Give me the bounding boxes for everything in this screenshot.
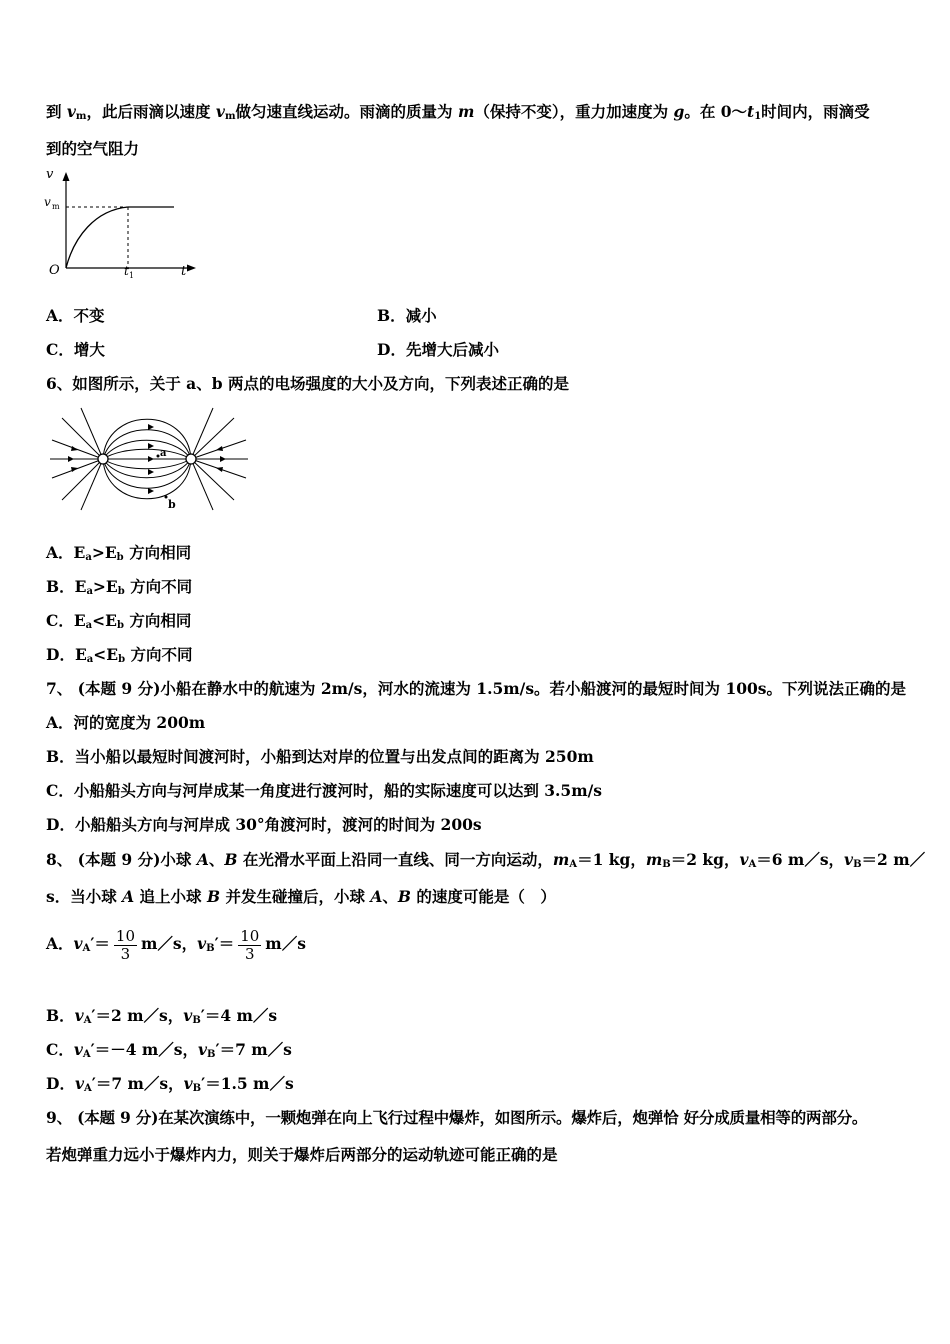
field-arrow bbox=[148, 456, 154, 462]
vm-label-sub: m bbox=[52, 202, 60, 211]
q5-option-d[interactable]: D．先增大后减小 bbox=[377, 340, 499, 359]
y-axis-label: v bbox=[46, 167, 54, 182]
q7-option-d[interactable]: D．小船船头方向与河岸成 30°角渡河时，渡河的时间为 200s bbox=[46, 815, 482, 834]
t1-label: t bbox=[124, 264, 129, 278]
q9-stem-line2: 若炮弹重力远小于爆炸内力，则关于爆炸后两部分的运动轨迹可能正确的是 bbox=[46, 1145, 558, 1164]
velocity-curve bbox=[66, 207, 128, 268]
q8-option-d[interactable]: D．$v_A'=7$ m／s，$v_B'=1.5$ m／s bbox=[46, 1074, 294, 1094]
field-line bbox=[81, 459, 103, 510]
point-b-label: b bbox=[168, 498, 176, 511]
field-arrow bbox=[68, 456, 74, 462]
electric-field-diagram bbox=[48, 404, 250, 512]
q7-option-c[interactable]: C．小船船头方向与河岸成某一角度进行渡河时，船的实际速度可以达到 3.5m/s bbox=[46, 781, 602, 800]
q5-option-c[interactable]: C．增大 bbox=[46, 340, 105, 359]
field-line bbox=[191, 418, 234, 459]
field-arrow bbox=[148, 469, 154, 475]
velocity-time-graph bbox=[40, 162, 210, 282]
q7-stem: 7、 (本题 9 分)小船在静水中的航速为 2m/s，河水的流速为 1.5m/s。若小船渡河的最短时间为 100s。下列说法正确的是 bbox=[46, 679, 907, 698]
field-line bbox=[191, 408, 213, 459]
negative-charge bbox=[186, 454, 196, 464]
fraction-10-3: $\frac{10}{3}$ bbox=[240, 926, 260, 963]
field-arrow bbox=[71, 446, 78, 451]
q6-option-c[interactable]: C．$E_a<E_b$ 方向相同 bbox=[46, 611, 192, 631]
q8-option-a[interactable]: A．$v_A'=$ $\frac{10}{3}$ m／s，$v_B'=$ $\frac{10}{3}$ m／s bbox=[46, 926, 306, 963]
q6-option-b[interactable]: B．$E_a>E_b$ 方向不同 bbox=[46, 577, 193, 597]
field-arrow bbox=[148, 443, 154, 449]
q6-stem: 6、如图所示，关于 a、b 两点的电场强度的大小及方向，下列表述正确的是 bbox=[46, 374, 569, 393]
q7-option-b[interactable]: B．当小船以最短时间渡河时，小船到达对岸的位置与出发点间的距离为 250m bbox=[46, 747, 594, 766]
q5-stem-line2: 到的空气阻力 bbox=[46, 139, 140, 158]
fraction-10-3: $\frac{10}{3}$ bbox=[115, 926, 135, 963]
t1-label-sub: 1 bbox=[129, 271, 135, 280]
x-axis-label: t bbox=[181, 264, 187, 279]
x-axis-arrow bbox=[187, 265, 196, 272]
positive-charge bbox=[98, 454, 108, 464]
q8-stem-line2: s．当小球 A 追上小球 B 并发生碰撞后，小球 A、B 的速度可能是（ ） bbox=[46, 887, 556, 906]
q5-option-a[interactable]: A．不变 bbox=[46, 306, 105, 325]
field-line bbox=[52, 440, 103, 459]
field-arrow bbox=[148, 424, 154, 430]
field-arrow bbox=[71, 467, 78, 472]
q9-stem-line1: 9、 (本题 9 分)在某次演练中，一颗炮弹在向上飞行过程中爆炸，如图所示。爆炸后，炮弹恰 好分成质量相等的两部分。 bbox=[46, 1108, 868, 1127]
q5-option-b[interactable]: B．减小 bbox=[377, 306, 437, 325]
field-arrow bbox=[220, 456, 226, 462]
field-line bbox=[62, 418, 103, 459]
field-line bbox=[81, 408, 103, 459]
q5-stem-line1: 到 $v_m$，此后雨滴以速度 $v_m$做匀速直线运动。雨滴的质量为 m（保持不变），重力加速度为 g。在 $0\sim t_1$时间内，雨滴受 bbox=[46, 102, 870, 122]
point-a-label: a bbox=[160, 448, 167, 459]
q8-option-c[interactable]: C．$v_A'=-4$ m／s，$v_B'=7$ m／s bbox=[46, 1040, 292, 1060]
field-line bbox=[103, 459, 191, 469]
field-line bbox=[191, 459, 234, 500]
field-line bbox=[52, 459, 103, 478]
y-axis-arrow bbox=[63, 172, 70, 181]
q8-stem-line1: 8、 (本题 9 分)小球 A、B 在光滑水平面上沿同一直线、同一方向运动，$m_A=1$ kg，$m_B=2$ kg，$v_A=6$ m／s，$v_B=2$ m／ bbox=[46, 850, 926, 870]
vm-label: v bbox=[44, 195, 51, 209]
field-arrow bbox=[148, 488, 154, 494]
field-line bbox=[62, 459, 103, 500]
field-line bbox=[103, 449, 191, 459]
field-line bbox=[103, 430, 191, 459]
origin-label: O bbox=[49, 263, 60, 278]
q6-option-a[interactable]: A．$E_a>E_b$ 方向相同 bbox=[46, 543, 192, 563]
q6-option-d[interactable]: D．$E_a<E_b$ 方向不同 bbox=[46, 645, 193, 665]
field-line bbox=[191, 459, 213, 510]
field-line bbox=[103, 459, 191, 488]
q8-option-b[interactable]: B．$v_A'=2$ m／s，$v_B'=4$ m／s bbox=[46, 1006, 278, 1026]
q7-option-a[interactable]: A．河的宽度为 200m bbox=[46, 713, 206, 732]
